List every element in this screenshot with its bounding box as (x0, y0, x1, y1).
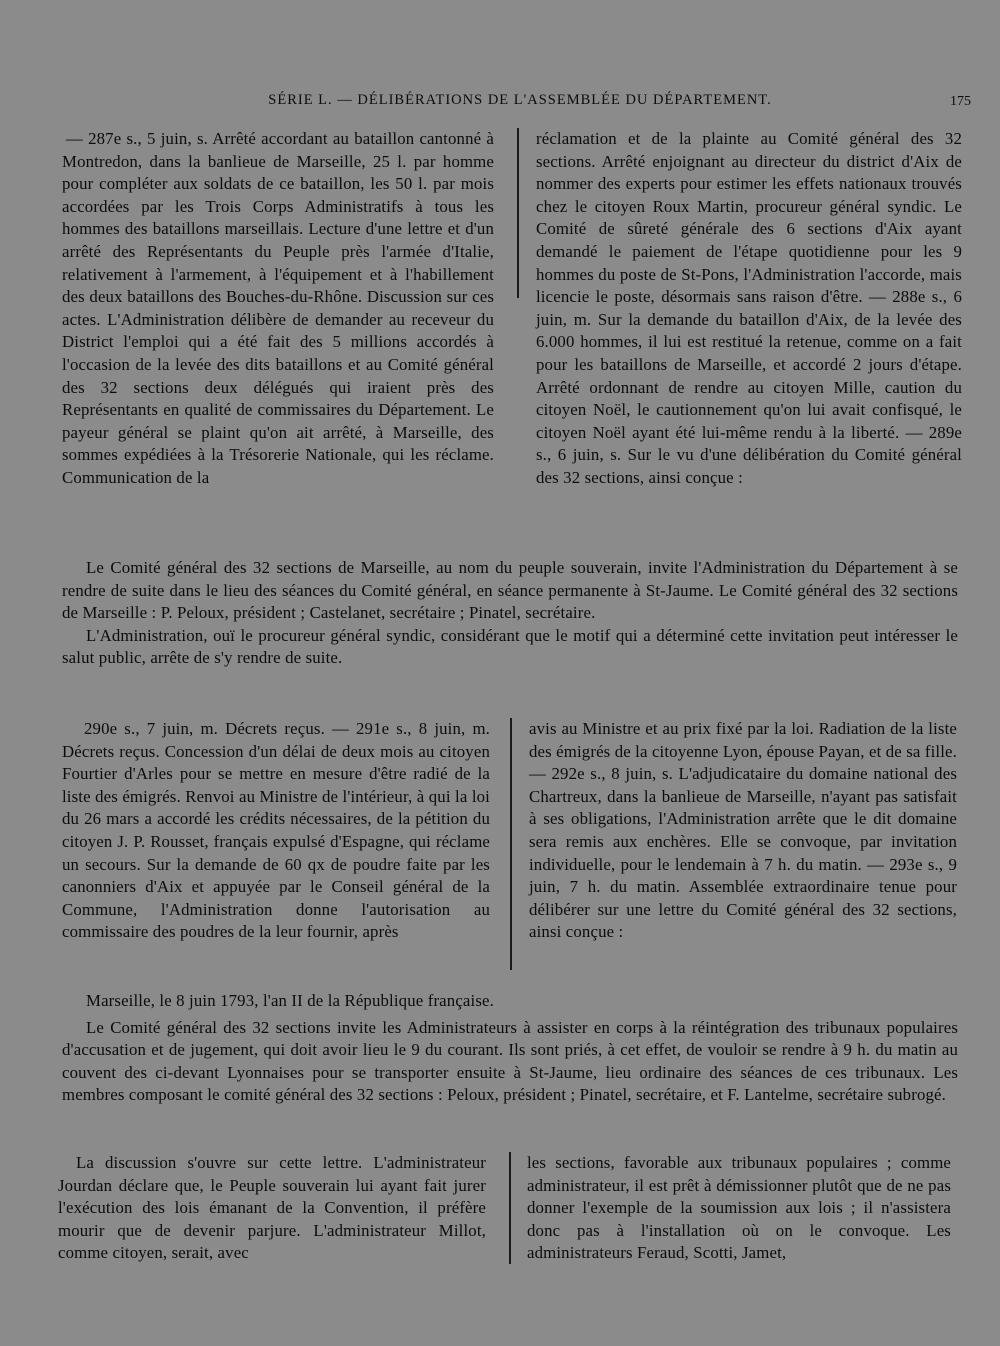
section1-right-text: réclamation et de la plainte au Comité général des 32 sections. Arrêté enjoignant au directeur du district d'Aix de nommer des experts pour estimer les effets nationaux trouvés chez le citoyen Roux Martin, procureur général syndic. Le Comité de sûreté générale des 6 sections d'Aix ayant demandé le paiement de l'étape quotidienne pour les 9 hommes du poste de St-Pons, l'Administration l'accorde, mais licencie le poste, désormais sans raison d'être. — 288e s., 6 juin, m. Sur la demande du bataillon d'Aix, de la levée des 6.000 hommes, il lui est restitué la retenue, comme on a fait pour les bataillons de Marseille, et accordé 2 jours d'étape. Arrêté ordonnant de rendre au citoyen Mille, caution du citoyen Noël, le cautionnement qu'on lui avait confisqué, le citoyen Noël ayant été lui-même rendu à la liberté. — 289e s., 6 juin, s. Sur le vu d'une délibération du Comité général des 32 sections, ainsi conçue : (536, 129, 962, 487)
quote2-block (62, 990, 958, 1107)
section1-left-column (62, 128, 494, 490)
quote1-paragraph-2: L'Administration, ouï le procureur général syndic, considérant que le motif qui a déterminé cette invitation peut intéresser le salut public, arrête de s'y rendre de suite. (62, 625, 958, 668)
running-header: SÉRIE L. — DÉLIBÉRATIONS DE L'ASSEMBLÉE DU DÉPARTEMENT. (268, 92, 772, 108)
section3-left-text: La discussion s'ouvre sur cette lettre. L'administrateur Jourdan déclare que, le Peuple souverain lui ayant fait jurer l'exécution des lois émanant de la Convention, il préfère mourir que de devenir parjure. L'administrateur Millot, comme citoyen, serait, avec (58, 1153, 486, 1263)
section2-right-text: avis au Ministre et au prix fixé par la loi. Radiation de la liste des émigrés de la citoyenne Lyon, épouse Payan, et de sa fille. — 292e s., 8 juin, s. L'adjudicataire du domaine national des Chartreux, dans la banlieue de Marseille, n'ayant pas satisfait à ses obligations, l'Administration arrête que le dit domaine sera remis aux enchères. Elle se convoque, par invitation individuelle, pour le lendemain à 7 h. du matin. — 293e s., 9 juin, 7 h. du matin. Assemblée extraordinaire tenue pour délibérer sur une lettre du Comité général des 32 sections, ainsi conçue : (529, 719, 957, 942)
section2-left-column (62, 718, 490, 944)
quote2-paragraph-1: Le Comité général des 32 sections invite les Administrateurs à assister en corps à la réintégration des tribunaux populaires d'accusation et de jugement, qui doit avoir lieu le 9 du courant. Ils sont priés, à cet effet, de vouloir se rendre à 9 h. du matin au couvent des ci-devant Lyonnaises pour se transporter ensuite à St-Jaume, lieu ordinaire des séances de ces tribunaux. Les membres composant le comité général des 32 sections : Peloux, président ; Pinatel, secrétaire, et F. Lantelme, secrétaire subrogé. (62, 1017, 958, 1105)
column-divider (509, 1152, 511, 1264)
section2-left-text: 290e s., 7 juin, m. Décrets reçus. — 291e s., 8 juin, m. Décrets reçus. Concession d'un délai de deux mois au citoyen Fourtier d'Arles pour se mettre en mesure d'être radié de la liste des émigrés. Renvoi au Ministre de l'intérieur, à qui la loi du 26 mars a accordé les crédits nécessaires, de la pétition du citoyen J. P. Rousset, français expulsé d'Espagne, qui réclame un secours. Sur la demande de 60 qx de poudre faite par les canonniers d'Aix et appuyée par le Conseil général de la Commune, l'Administration donne l'autorisation au commissaire des poudres de la leur fournir, après (62, 719, 490, 942)
column-divider (517, 128, 519, 298)
section3-right-column (527, 1152, 951, 1265)
quote1-block (62, 557, 958, 670)
section1-right-column (536, 128, 962, 490)
section1-left-text: — 287e s., 5 juin, s. Arrêté accordant au bataillon cantonné à Montredon, dans la banlieue de Marseille, 25 l. par homme pour compléter aux soldats de ce bataillon, les 50 l. par mois accordées par les Trois Corps Administratifs à tous les hommes des bataillons marseillais. Lecture d'une lettre et d'un arrêté des Représentants du Peuple près l'armée d'Italie, relativement à l'armement, à l'équipement et à l'habillement des deux bataillons des Bouches-du-Rhône. Discussion sur ces actes. L'Administration délibère de demander au receveur du District l'emploi qui a été fait des 5 millions accordés à l'occasion de la levée des dits bataillons et au Comité général des 32 sections deux délégués qui iraient près des Représentants en qualité de commissaires du Département. Le payeur général se plaint qu'on ait arrêté, à Marseille, des sommes expédiées à la Trésorerie Nationale, qui les réclame. Communication de la (62, 129, 494, 487)
section2-right-column (529, 718, 957, 944)
section3-right-text: les sections, favorable aux tribunaux populaires ; comme administrateur, il est prêt à démissionner plutôt que de ne pas donner l'exemple de la soumission aux lois ; il n'assistera donc pas à l'installation où on le convoque. Les administrateurs Feraud, Scotti, Jamet, (527, 1153, 951, 1263)
column-divider (510, 718, 512, 970)
quote1-paragraph-1: Le Comité général des 32 sections de Marseille, au nom du peuple souverain, invite l'Administration du Département à se rendre de suite dans le lieu des séances du Comité général, en séance permanente à St-Jaume. Le Comité général des 32 sections de Marseille : P. Peloux, président ; Castelanet, secrétaire ; Pinatel, secrétaire. (62, 558, 958, 623)
quote2-dateline: Marseille, le 8 juin 1793, l'an II de la République française. (86, 991, 494, 1010)
section3-left-column (58, 1152, 486, 1265)
page-number: 175 (950, 94, 971, 109)
